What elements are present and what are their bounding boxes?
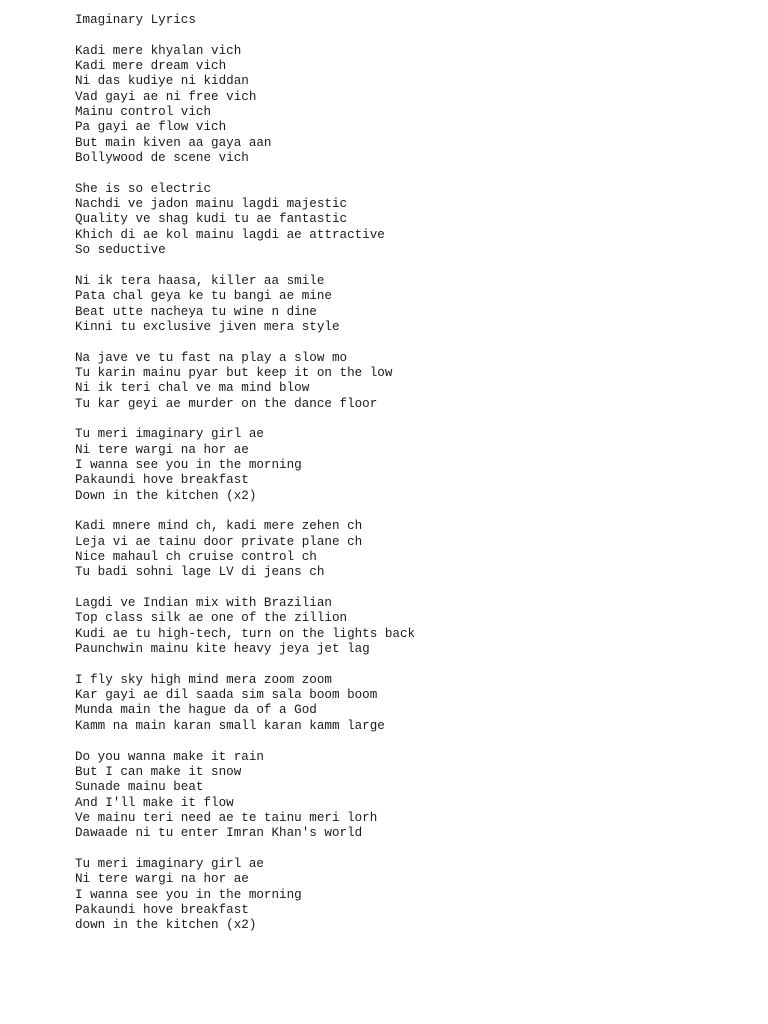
stanza: [75, 596, 735, 657]
lyric-line: Beat utte nacheya tu wine n dine: [75, 304, 317, 319]
lyric-line: Ni tere wargi na hor ae: [75, 872, 249, 887]
lyric-line: down in the kitchen (x2): [75, 918, 257, 933]
lyric-line: Mainu control vich: [75, 105, 212, 120]
lyric-line: I fly sky high mind mera zoom zoom: [75, 672, 332, 687]
lyric-line: Kadi mere dream vich: [75, 59, 227, 74]
stanza: [75, 427, 735, 504]
lyric-line: Tu meri imaginary girl ae: [75, 856, 264, 871]
lyric-line: Ni ik teri chal ve ma mind blow: [75, 381, 310, 396]
lyric-line: Down in the kitchen (x2): [75, 488, 257, 503]
lyric-line: I wanna see you in the morning: [75, 887, 302, 902]
stanza: [75, 857, 735, 934]
lyric-line: Kinni tu exclusive jiven mera style: [75, 319, 340, 334]
lyric-line: Ve mainu teri need ae te tainu meri lorh: [75, 810, 378, 825]
lyric-line: Tu badi sohni lage LV di jeans ch: [75, 565, 325, 580]
document-title: Imaginary Lyrics: [75, 13, 196, 27]
stanza: [75, 274, 735, 335]
stanza: [75, 750, 735, 842]
lyric-line: I wanna see you in the morning: [75, 457, 302, 472]
lyric-line: Pa gayi ae flow vich: [75, 120, 227, 135]
lyric-line: Sunade mainu beat: [75, 780, 204, 795]
lyric-line: Kadi mnere mind ch, kadi mere zehen ch: [75, 519, 363, 534]
lyric-line: Munda main the hague da of a God: [75, 703, 317, 718]
lyric-line: Quality ve shag kudi tu ae fantastic: [75, 212, 348, 227]
lyric-line: Ni das kudiye ni kiddan: [75, 74, 249, 89]
lyric-line: Pata chal geya ke tu bangi ae mine: [75, 289, 332, 304]
lyric-line: Tu meri imaginary girl ae: [75, 427, 264, 442]
lyric-line: Paunchwin mainu kite heavy jeya jet lag: [75, 642, 370, 657]
stanza: [75, 673, 735, 734]
lyric-line: Nice mahaul ch cruise control ch: [75, 550, 317, 565]
lyric-line: Do you wanna make it rain: [75, 749, 264, 764]
lyric-line: Na jave ve tu fast na play a slow mo: [75, 350, 348, 365]
lyric-line: Kar gayi ae dil saada sim sala boom boom: [75, 688, 378, 703]
lyric-line: Kudi ae tu high-tech, turn on the lights back: [75, 626, 416, 641]
lyric-line: Pakaundi hove breakfast: [75, 473, 249, 488]
lyric-line: Nachdi ve jadon mainu lagdi majestic: [75, 197, 348, 212]
stanza: [75, 351, 735, 412]
lyric-line: Ni ik tera haasa, killer aa smile: [75, 273, 325, 288]
lyric-line: But I can make it snow: [75, 764, 242, 779]
lyric-line: Dawaade ni tu enter Imran Khan's world: [75, 826, 363, 841]
lyric-line: Top class silk ae one of the zillion: [75, 611, 348, 626]
lyric-line: Leja vi ae tainu door private plane ch: [75, 534, 363, 549]
lyric-line: Kamm na main karan small karan kamm large: [75, 718, 385, 733]
stanza: [75, 182, 735, 259]
lyric-line: Bollywood de scene vich: [75, 151, 249, 166]
stanza: [75, 519, 735, 580]
lyric-line: Pakaundi hove breakfast: [75, 902, 249, 917]
lyric-line: Lagdi ve Indian mix with Brazilian: [75, 596, 332, 611]
lyric-line: Ni tere wargi na hor ae: [75, 442, 249, 457]
lyric-line: Tu karin mainu pyar but keep it on the low: [75, 365, 393, 380]
lyric-line: But main kiven aa gaya aan: [75, 135, 272, 150]
lyric-line: Vad gayi ae ni free vich: [75, 89, 257, 104]
lyric-line: Tu kar geyi ae murder on the dance floor: [75, 396, 378, 411]
lyric-line: So seductive: [75, 243, 166, 258]
lyric-line: Kadi mere khyalan vich: [75, 43, 242, 58]
lyric-line: And I'll make it flow: [75, 795, 234, 810]
lyrics-document: [75, 13, 735, 949]
stanza: [75, 44, 735, 167]
lyric-line: She is so electric: [75, 181, 212, 196]
lyric-line: Khich di ae kol mainu lagdi ae attractive: [75, 227, 385, 242]
